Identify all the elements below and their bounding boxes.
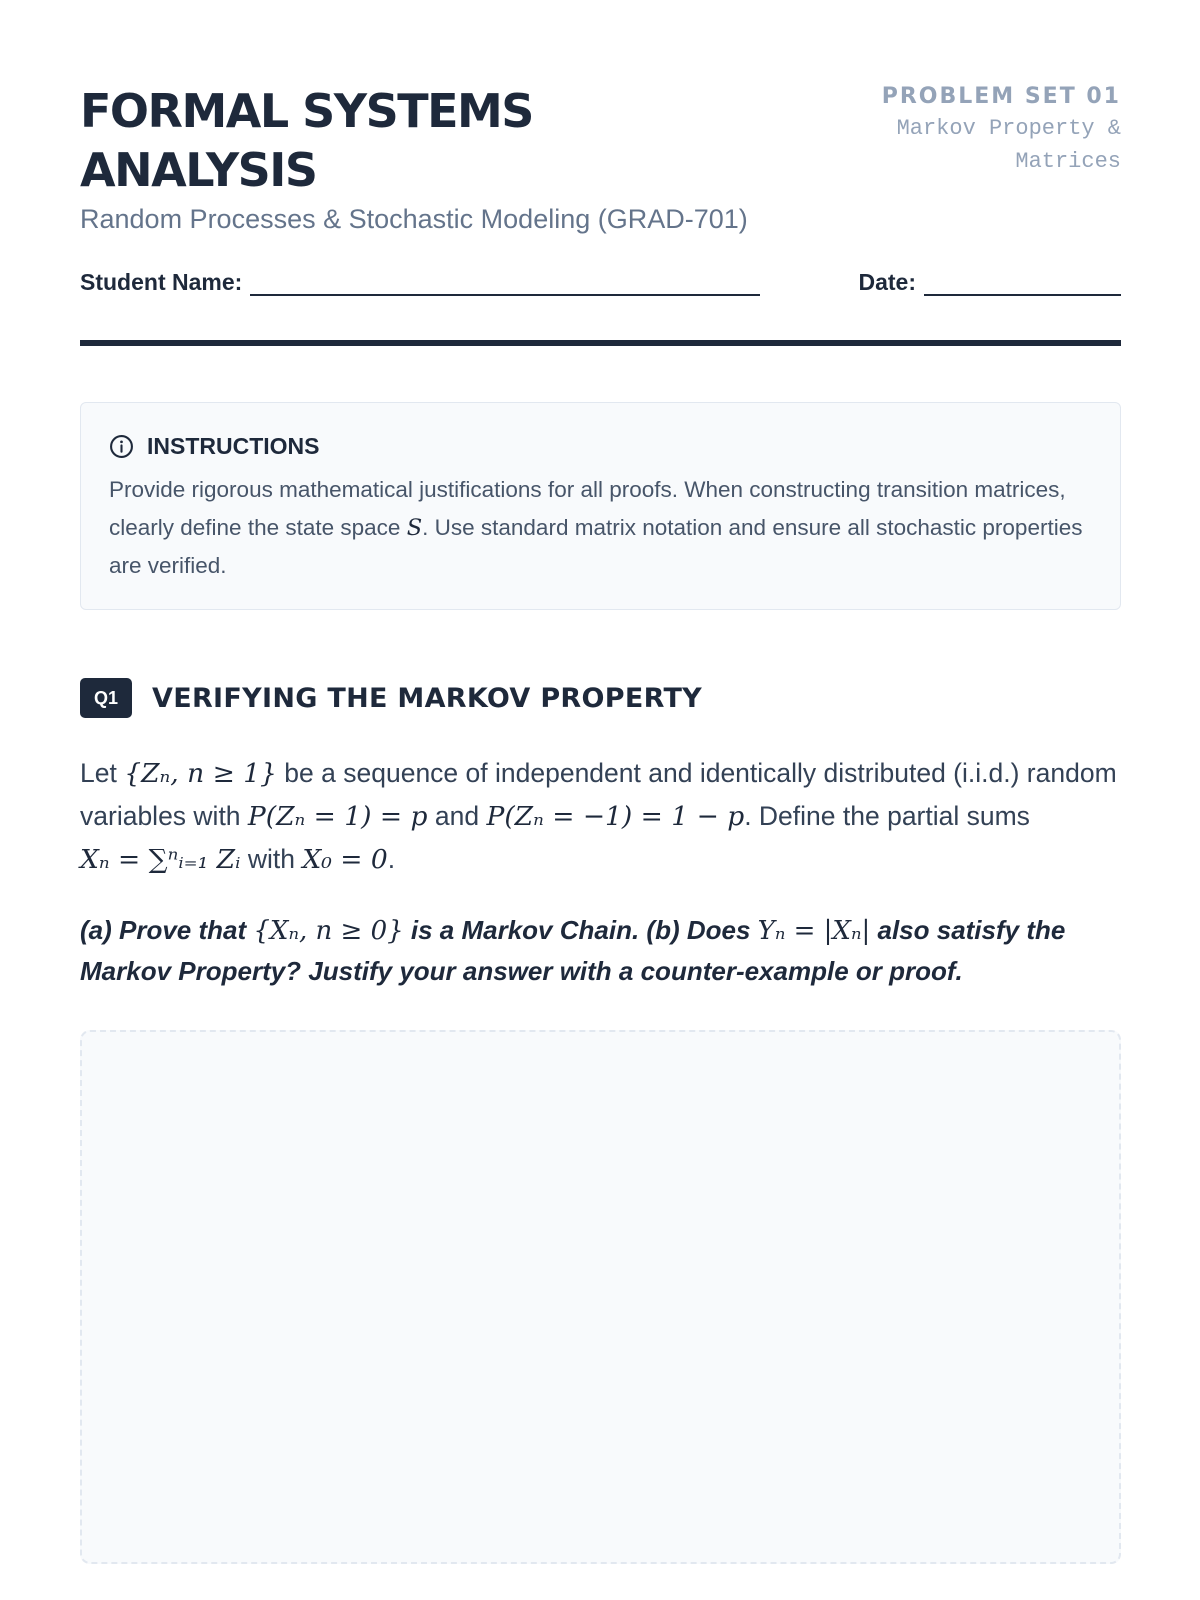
question-header [80,678,702,718]
header-divider [80,340,1121,346]
answer-area[interactable] [80,1030,1121,1564]
instructions-header [109,431,1092,461]
prompt-text: (a) Prove that [80,915,247,945]
math-expression: P(Zₙ = −1) = 1 − p [486,801,745,832]
body-text: and [434,801,480,831]
date-blank[interactable] [924,272,1121,296]
body-text: Let [80,758,117,788]
math-expression: {Xₙ, n ≥ 0} [253,916,404,946]
instructions-box [80,402,1121,610]
date-label: Date: [858,269,916,295]
instructions-text [109,471,1092,585]
prompt-text: is a Markov Chain. (b) Does [410,915,751,945]
math-expression: Xₙ = ∑ⁿᵢ₌₁ Zᵢ [80,844,241,875]
info-icon [109,434,134,459]
problem-set-topic: Markov Property & Matrices [896,116,1121,174]
question-badge: Q1 [80,678,132,718]
math-expression: X₀ = 0 [302,844,388,875]
math-expression: P(Zₙ = 1) = p [247,801,428,832]
math-expression: {Zₙ, n ≥ 1} [124,758,277,789]
worksheet-header [80,82,1121,242]
course-subtitle: Random Processes & Stochastic Modeling (GRAD-701) [80,204,748,234]
problem-set-label: PROBLEM SET 01 [881,84,1121,109]
body-text: with [247,844,295,874]
math-expression: Yₙ = |Xₙ| [757,916,871,946]
state-space-symbol: S [406,515,423,541]
worksheet-page [80,0,1121,1600]
instructions-text-part: . Use standard matrix notation and ensure all stochastic properties are verified. [109,515,1083,578]
date-field[interactable] [858,269,1121,296]
question-prompt [80,910,1121,991]
body-text: be a sequence of independent and identically distributed (i.i.d.) random variables with [80,758,1117,831]
body-text: . Define the partial sums [744,801,1030,831]
question-title: VERIFYING THE MARKOV PROPERTY [152,682,703,714]
student-name-field[interactable] [80,269,760,296]
instructions-text-part: Provide rigorous mathematical justifications for all proofs. When constructing transition matrices, clearly define the state space [109,477,1066,540]
student-name-blank[interactable] [250,272,760,296]
problem-set-info [881,82,1121,178]
page-title: FORMAL SYSTEMS ANALYSIS [80,84,533,197]
student-info-row [80,269,1121,299]
prompt-text: also satisfy the Markov Property? Justify your answer with a counter-example or proof. [80,915,1066,986]
body-text: . [387,844,396,874]
student-name-label: Student Name: [80,269,243,295]
question-body [80,752,1121,881]
instructions-title: INSTRUCTIONS [147,432,320,459]
